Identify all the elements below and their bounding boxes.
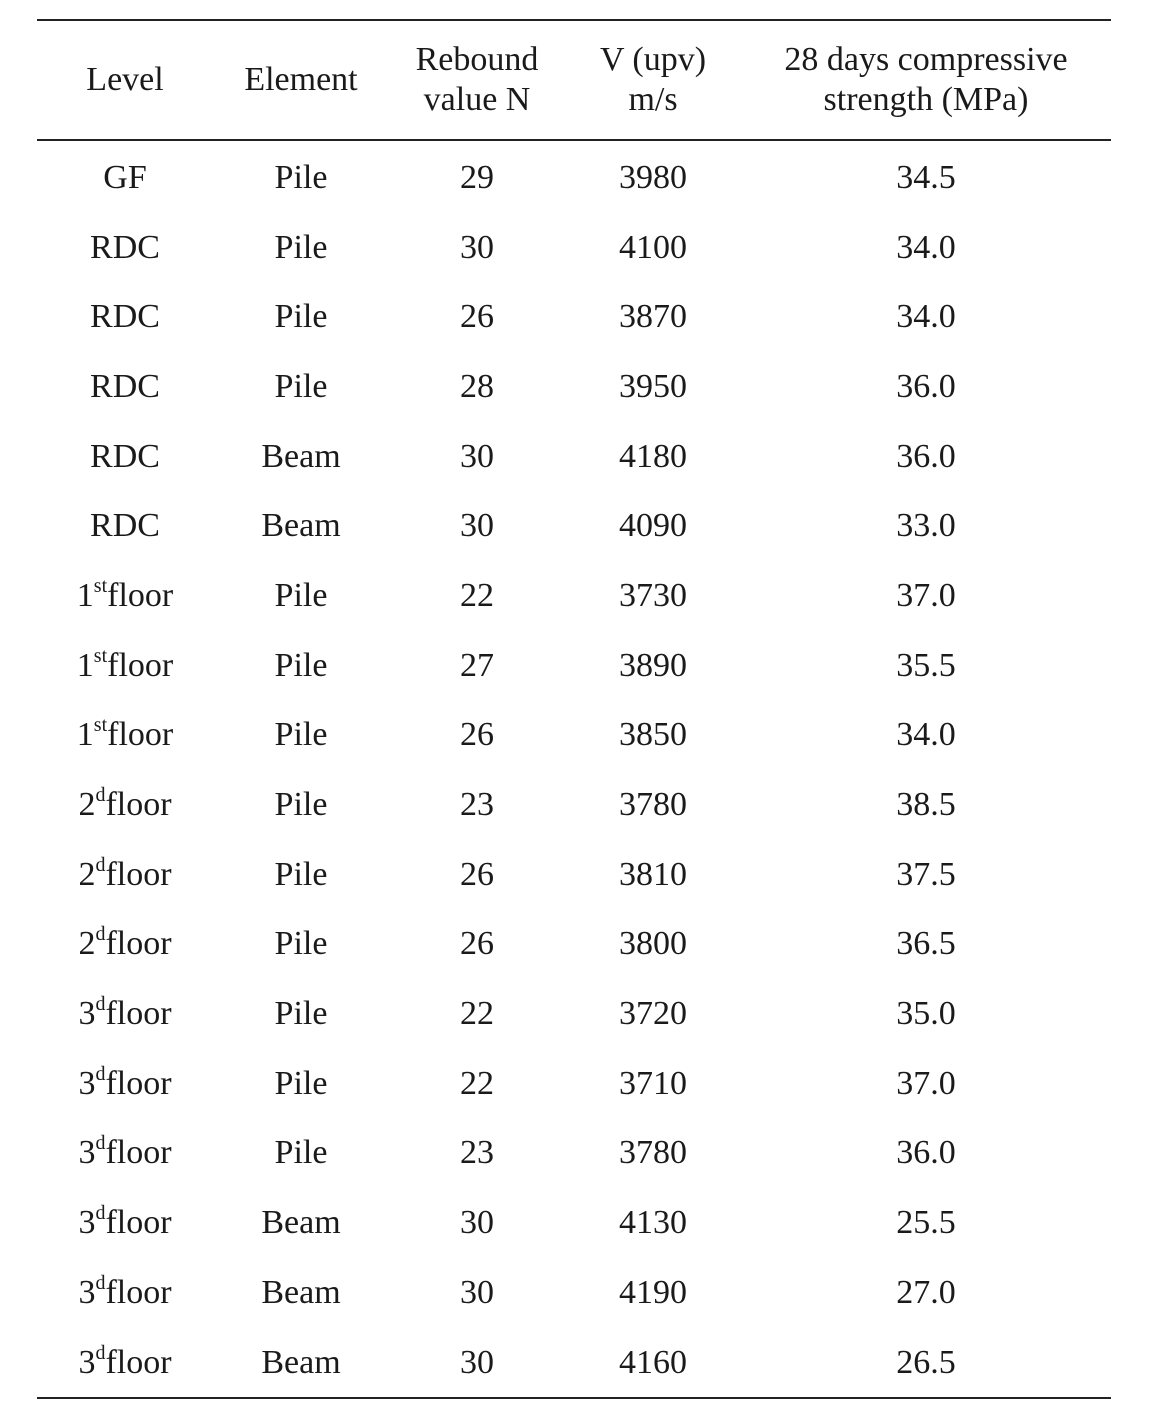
level-suffix-text: floor	[105, 1064, 172, 1102]
level-text: 2	[78, 925, 96, 963]
cell-strength: 26.5	[896, 1343, 956, 1381]
cell-velocity: 3710	[619, 1064, 687, 1102]
table-row	[37, 1258, 1111, 1328]
cell-rebound: 26	[460, 855, 494, 893]
header-element	[213, 20, 389, 140]
cell-strength: 34.0	[896, 716, 956, 754]
cell-rebound: 26	[460, 716, 494, 754]
cell-strength: 36.5	[896, 925, 956, 963]
cell-velocity: 3890	[619, 646, 687, 684]
cell-velocity: 3720	[619, 995, 687, 1033]
header-rebound-line-1: Rebound	[415, 41, 539, 78]
level-ordinal-suffix: d	[95, 993, 106, 1016]
cell-element: Pile	[274, 786, 328, 824]
cell-level	[37, 1049, 213, 1119]
table-row	[37, 840, 1111, 910]
cell-rebound: 22	[460, 995, 494, 1033]
cell-element: Beam	[261, 1204, 341, 1242]
cell-element: Pile	[274, 228, 328, 266]
cell-rebound: 26	[460, 298, 494, 336]
cell-rebound: 30	[460, 437, 494, 475]
data-table-container	[37, 19, 1111, 1399]
cell-rebound: 26	[460, 925, 494, 963]
level-suffix-text: floor	[107, 576, 174, 614]
level-suffix-text: floor	[107, 716, 174, 754]
header-element-line-1: Element	[244, 61, 358, 98]
level-ordinal-suffix: d	[95, 1202, 106, 1225]
level-ordinal-suffix: d	[95, 1341, 106, 1364]
level-text: RDC	[90, 228, 160, 266]
header-strength-line-1: 28 days compressive	[784, 41, 1068, 78]
level-ordinal-suffix: d	[95, 1062, 106, 1085]
cell-element: Pile	[274, 1064, 328, 1102]
header-velocity	[565, 20, 741, 140]
table-row	[37, 770, 1111, 840]
level-ordinal-suffix: d	[95, 784, 106, 807]
cell-rebound: 23	[460, 1134, 494, 1172]
data-table	[37, 19, 1111, 1399]
cell-rebound: 29	[460, 158, 494, 196]
cell-velocity: 3850	[619, 716, 687, 754]
level-ordinal-suffix: d	[95, 1132, 106, 1155]
cell-rebound: 30	[460, 1273, 494, 1311]
cell-velocity: 3950	[619, 367, 687, 405]
level-suffix-text: floor	[105, 1273, 172, 1311]
cell-level	[37, 561, 213, 631]
level-text: 1	[76, 716, 94, 754]
cell-element: Pile	[274, 298, 328, 336]
cell-velocity: 4180	[619, 437, 687, 475]
table-row	[37, 631, 1111, 701]
level-text: 3	[78, 1134, 96, 1172]
cell-rebound: 30	[460, 1204, 494, 1242]
level-ordinal-suffix: st	[93, 714, 108, 737]
cell-strength: 34.5	[896, 158, 956, 196]
cell-rebound: 22	[460, 1064, 494, 1102]
table-row	[37, 282, 1111, 352]
cell-element: Pile	[274, 716, 328, 754]
header-strength	[741, 20, 1111, 140]
table-row	[37, 1119, 1111, 1189]
cell-level	[37, 213, 213, 283]
cell-velocity: 3870	[619, 298, 687, 336]
cell-strength: 34.0	[896, 228, 956, 266]
cell-strength: 35.0	[896, 995, 956, 1033]
header-velocity-line-1: V (upv)	[599, 41, 707, 78]
cell-level	[37, 979, 213, 1049]
header-velocity-line-2: m/s	[628, 81, 678, 118]
cell-strength: 27.0	[896, 1273, 956, 1311]
cell-rebound: 27	[460, 646, 494, 684]
cell-element: Pile	[274, 158, 328, 196]
header-rebound-line-2: value N	[423, 81, 531, 118]
cell-strength: 35.5	[896, 646, 956, 684]
level-suffix-text: floor	[105, 1343, 172, 1381]
table-row	[37, 1328, 1111, 1399]
cell-strength: 36.0	[896, 367, 956, 405]
cell-velocity: 4100	[619, 228, 687, 266]
level-ordinal-suffix: d	[95, 923, 106, 946]
header-level	[37, 20, 213, 140]
header-level-line-1: Level	[86, 61, 164, 98]
cell-velocity: 4190	[619, 1273, 687, 1311]
level-suffix-text: floor	[107, 646, 174, 684]
cell-rebound: 22	[460, 576, 494, 614]
table-row	[37, 140, 1111, 213]
level-text: 2	[78, 786, 96, 824]
level-text: RDC	[90, 367, 160, 405]
cell-rebound: 30	[460, 507, 494, 545]
cell-velocity: 3730	[619, 576, 687, 614]
table-row	[37, 213, 1111, 283]
level-suffix-text: floor	[105, 1134, 172, 1172]
cell-velocity: 3780	[619, 1134, 687, 1172]
cell-element: Beam	[261, 1273, 341, 1311]
cell-level	[37, 1188, 213, 1258]
cell-level	[37, 1119, 213, 1189]
cell-element: Pile	[274, 646, 328, 684]
cell-velocity: 3980	[619, 158, 687, 196]
cell-level	[37, 770, 213, 840]
cell-element: Pile	[274, 1134, 328, 1172]
cell-velocity: 3800	[619, 925, 687, 963]
level-suffix-text: floor	[105, 786, 172, 824]
level-suffix-text: floor	[105, 1204, 172, 1242]
cell-strength: 37.0	[896, 576, 956, 614]
cell-level	[37, 910, 213, 980]
table-row	[37, 910, 1111, 980]
table-header	[37, 20, 1111, 140]
cell-velocity: 3780	[619, 786, 687, 824]
cell-rebound: 28	[460, 367, 494, 405]
table-row	[37, 352, 1111, 422]
cell-velocity: 4090	[619, 507, 687, 545]
cell-level	[37, 282, 213, 352]
cell-level	[37, 1258, 213, 1328]
level-text: GF	[103, 158, 147, 196]
table-row	[37, 491, 1111, 561]
cell-level	[37, 701, 213, 771]
cell-strength: 33.0	[896, 507, 956, 545]
cell-level	[37, 631, 213, 701]
cell-level	[37, 840, 213, 910]
table-row	[37, 1049, 1111, 1119]
cell-velocity: 4160	[619, 1343, 687, 1381]
level-text: RDC	[90, 507, 160, 545]
header-strength-line-2: strength (MPa)	[823, 81, 1029, 118]
table-row	[37, 979, 1111, 1049]
cell-velocity: 3810	[619, 855, 687, 893]
cell-rebound: 30	[460, 1343, 494, 1381]
cell-rebound: 23	[460, 786, 494, 824]
cell-strength: 36.0	[896, 437, 956, 475]
cell-element: Pile	[274, 576, 328, 614]
table-row	[37, 1188, 1111, 1258]
level-ordinal-suffix: d	[95, 853, 106, 876]
table-body	[37, 140, 1111, 1398]
level-text: 2	[78, 855, 96, 893]
level-text: 3	[78, 1064, 96, 1102]
table-row	[37, 701, 1111, 771]
cell-element: Pile	[274, 855, 328, 893]
level-suffix-text: floor	[105, 855, 172, 893]
cell-element: Beam	[261, 507, 341, 545]
level-text: RDC	[90, 298, 160, 336]
level-ordinal-suffix: d	[95, 1271, 106, 1294]
level-suffix-text: floor	[105, 925, 172, 963]
cell-element: Pile	[274, 367, 328, 405]
level-ordinal-suffix: st	[93, 644, 108, 667]
table-row	[37, 422, 1111, 492]
cell-level	[37, 491, 213, 561]
level-text: RDC	[90, 437, 160, 475]
cell-strength: 37.5	[896, 855, 956, 893]
level-text: 3	[78, 1343, 96, 1381]
cell-strength: 36.0	[896, 1134, 956, 1172]
cell-strength: 37.0	[896, 1064, 956, 1102]
level-text: 1	[76, 576, 94, 614]
cell-element: Pile	[274, 995, 328, 1033]
level-text: 3	[78, 995, 96, 1033]
level-text: 3	[78, 1204, 96, 1242]
level-text: 3	[78, 1273, 96, 1311]
cell-level	[37, 140, 213, 213]
cell-strength: 25.5	[896, 1204, 956, 1242]
cell-rebound: 30	[460, 228, 494, 266]
cell-level	[37, 422, 213, 492]
cell-level	[37, 1328, 213, 1399]
cell-element: Beam	[261, 1343, 341, 1381]
level-text: 1	[76, 646, 94, 684]
cell-strength: 38.5	[896, 786, 956, 824]
cell-element: Beam	[261, 437, 341, 475]
cell-level	[37, 352, 213, 422]
header-row	[37, 20, 1111, 140]
header-rebound	[389, 20, 565, 140]
cell-element: Pile	[274, 925, 328, 963]
cell-velocity: 4130	[619, 1204, 687, 1242]
cell-strength: 34.0	[896, 298, 956, 336]
level-ordinal-suffix: st	[93, 574, 108, 597]
level-suffix-text: floor	[105, 995, 172, 1033]
table-row	[37, 561, 1111, 631]
